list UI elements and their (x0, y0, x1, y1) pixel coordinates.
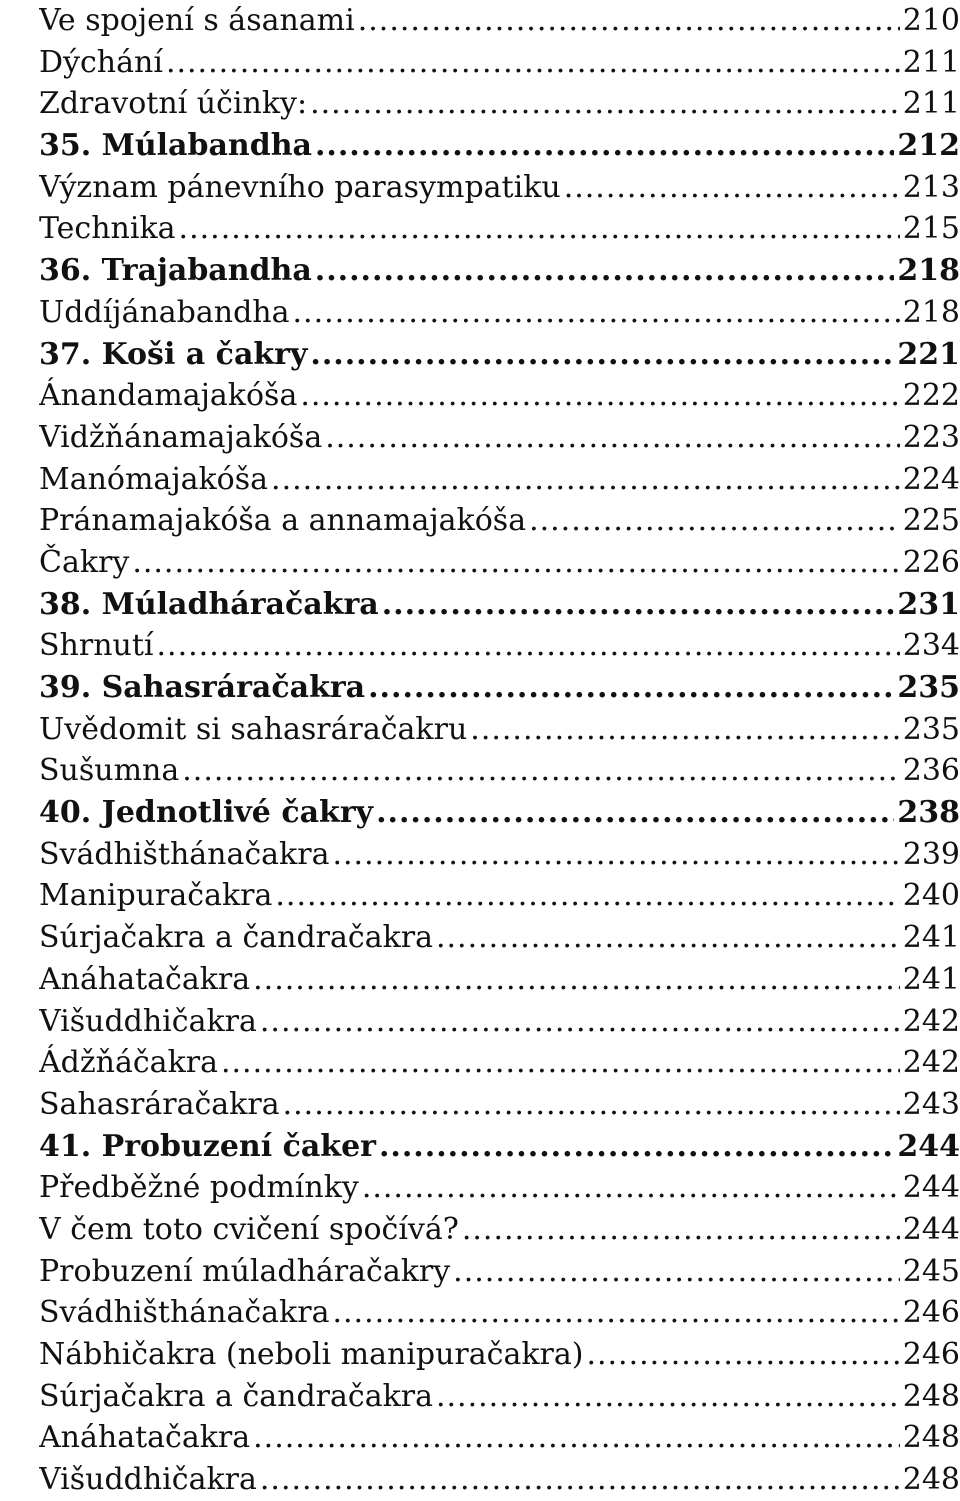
entry-title: Zdravotní účinky: (39, 86, 308, 122)
entry-title: Předběžné podmínky (39, 1170, 359, 1206)
entry-page-number: 223 (902, 419, 960, 455)
entry-title: Manómajakóša (39, 461, 269, 497)
entry-title: Višuddhičakra (39, 1003, 257, 1039)
toc-section-entry[interactable] (39, 1334, 960, 1376)
toc-section-entry[interactable] (39, 1042, 960, 1084)
toc-section-entry[interactable] (39, 959, 960, 1001)
entry-page-number: 218 (897, 253, 960, 289)
entry-page-number: 248 (902, 1420, 960, 1456)
dot-leader (166, 42, 900, 84)
dot-leader (362, 1167, 900, 1209)
toc-chapter-entry[interactable] (39, 667, 960, 709)
toc-section-entry[interactable] (39, 1167, 960, 1209)
toc-section-entry[interactable] (39, 167, 960, 209)
dot-leader (275, 875, 899, 917)
entry-title: Súrjačakra a čandračakra (39, 920, 433, 956)
entry-page-number: 211 (902, 44, 960, 80)
toc-chapter-entry[interactable] (39, 792, 960, 834)
entry-title: 35. Múlabandha (39, 128, 312, 164)
entry-title: Technika (39, 211, 176, 247)
toc-section-entry[interactable] (39, 750, 960, 792)
dot-leader (221, 1042, 900, 1084)
entry-title: 37. Koši a čakry (39, 336, 308, 372)
entry-page-number: 210 (902, 3, 960, 38)
toc-chapter-entry[interactable] (39, 584, 960, 626)
entry-page-number: 213 (902, 169, 960, 205)
toc-section-entry[interactable] (39, 417, 960, 459)
entry-title: Anáhatačakra (39, 1420, 251, 1456)
toc-section-entry[interactable] (39, 625, 960, 667)
entry-title: Sahasráračakra (39, 1086, 280, 1122)
entry-title: Uvědomit si sahasráračakru (39, 711, 468, 747)
toc-section-entry[interactable] (39, 42, 960, 84)
dot-leader (436, 917, 900, 959)
entry-title: Ádžňáčakra (39, 1045, 218, 1081)
toc-chapter-entry[interactable] (39, 250, 960, 292)
entry-page-number: 211 (902, 86, 960, 122)
entry-title: 38. Múladháračakra (39, 586, 379, 622)
dot-leader (310, 83, 900, 125)
entry-page-number: 239 (902, 836, 960, 872)
entry-page-number: 243 (902, 1086, 960, 1122)
toc-section-entry[interactable] (39, 709, 960, 751)
entry-title: Vidžňánamajakóša (39, 419, 323, 455)
toc-chapter-entry[interactable] (39, 334, 960, 376)
dot-leader (253, 959, 900, 1001)
entry-page-number: 215 (902, 211, 960, 247)
toc-section-entry[interactable] (39, 875, 960, 917)
entry-page-number: 241 (902, 961, 960, 997)
entry-page-number: 225 (902, 503, 960, 539)
entry-page-number: 248 (902, 1462, 960, 1498)
dot-leader (283, 1084, 900, 1126)
dot-leader (470, 709, 899, 751)
toc-section-entry[interactable] (39, 1417, 960, 1459)
entry-page-number: 234 (902, 628, 960, 664)
dot-leader (436, 1376, 900, 1418)
dot-leader (332, 834, 899, 876)
entry-title: Probuzení múladháračakry (39, 1253, 451, 1289)
entry-title: Uddíjánabandha (39, 294, 290, 330)
entry-title: Anáhatačakra (39, 961, 251, 997)
toc-section-entry[interactable] (39, 1292, 960, 1334)
dot-leader (462, 1209, 900, 1251)
entry-title: Manipuračakra (39, 878, 273, 914)
entry-title: Pránamajakóša a annamajakóša (39, 503, 527, 539)
dot-leader (368, 667, 894, 709)
dot-leader (332, 1292, 899, 1334)
entry-page-number: 224 (902, 461, 960, 497)
entry-title: Súrjačakra a čandračakra (39, 1378, 433, 1414)
dot-leader (376, 792, 894, 834)
toc-section-entry[interactable] (39, 83, 960, 125)
toc-section-entry[interactable] (39, 834, 960, 876)
toc-section-entry[interactable] (39, 459, 960, 501)
dot-leader (260, 1459, 900, 1501)
entry-title: Ve spojení s ásanami (39, 3, 355, 38)
entry-page-number: 244 (902, 1170, 960, 1206)
toc-section-entry[interactable] (39, 1459, 960, 1501)
dot-leader (586, 1334, 899, 1376)
toc-chapter-entry[interactable] (39, 1126, 960, 1168)
entry-page-number: 244 (897, 1128, 960, 1164)
dot-leader (315, 250, 895, 292)
dot-leader (325, 417, 900, 459)
entry-title: Význam pánevního parasympatiku (39, 169, 561, 205)
entry-title: Čakry (39, 544, 130, 580)
dot-leader (310, 334, 894, 376)
dot-leader (132, 542, 899, 584)
entry-page-number: 222 (902, 378, 960, 414)
entry-page-number: 238 (897, 795, 960, 831)
entry-page-number: 242 (902, 1045, 960, 1081)
dot-leader (529, 500, 900, 542)
toc-section-entry[interactable] (39, 292, 960, 334)
entry-page-number: 246 (902, 1337, 960, 1372)
entry-title: 39. Sahasráračakra (39, 670, 366, 705)
entry-title: Shrnutí (39, 628, 154, 664)
entry-page-number: 242 (902, 1003, 960, 1039)
toc-section-entry[interactable] (39, 0, 960, 42)
dot-leader (564, 167, 900, 209)
dot-leader (358, 0, 900, 42)
dot-leader (315, 125, 894, 167)
dot-leader (453, 1251, 900, 1293)
entry-page-number: 236 (902, 753, 960, 789)
entry-page-number: 212 (897, 128, 960, 164)
toc-section-entry[interactable] (39, 1376, 960, 1418)
toc-section-entry[interactable] (39, 1251, 960, 1293)
entry-title: Sušumna (39, 753, 180, 789)
toc-section-entry[interactable] (39, 1209, 960, 1251)
entry-title: Svádhišthánačakra (39, 836, 330, 872)
entry-page-number: 240 (902, 878, 960, 914)
toc-section-entry[interactable] (39, 208, 960, 250)
entry-title: 40. Jednotlivé čakry (39, 795, 374, 831)
toc-section-entry[interactable] (39, 917, 960, 959)
dot-leader (293, 292, 900, 334)
dot-leader (300, 375, 899, 417)
entry-title: Ánandamajakóša (39, 378, 298, 414)
dot-leader (271, 459, 900, 501)
entry-page-number: 245 (902, 1253, 960, 1289)
entry-page-number: 241 (902, 920, 960, 956)
entry-page-number: 235 (897, 670, 960, 705)
dot-leader (382, 584, 895, 626)
entry-page-number: 221 (897, 336, 960, 372)
toc-section-entry[interactable] (39, 500, 960, 542)
toc-section-entry[interactable] (39, 542, 960, 584)
toc-section-entry[interactable] (39, 1001, 960, 1043)
dot-leader (260, 1001, 900, 1043)
entry-page-number: 246 (902, 1295, 960, 1331)
entry-page-number: 226 (902, 544, 960, 580)
entry-page-number: 231 (897, 586, 960, 622)
entry-title: 36. Trajabandha (39, 253, 312, 289)
toc-section-entry[interactable] (39, 375, 960, 417)
entry-title: V čem toto cvičení spočívá? (39, 1211, 459, 1247)
entry-page-number: 235 (902, 711, 960, 747)
entry-page-number: 248 (902, 1378, 960, 1414)
entry-title: Nábhičakra (neboli manipuračakra) (39, 1337, 584, 1372)
table-of-contents (39, 0, 960, 1501)
dot-leader (379, 1126, 894, 1168)
entry-title: Svádhišthánačakra (39, 1295, 330, 1331)
toc-chapter-entry[interactable] (39, 125, 960, 167)
toc-section-entry[interactable] (39, 1084, 960, 1126)
dot-leader (253, 1417, 900, 1459)
entry-title: Višuddhičakra (39, 1462, 257, 1498)
dot-leader (182, 750, 899, 792)
entry-page-number: 244 (902, 1211, 960, 1247)
entry-title: Dýchání (39, 44, 163, 80)
entry-title: 41. Probuzení čaker (39, 1128, 376, 1164)
dot-leader (157, 625, 900, 667)
dot-leader (179, 208, 900, 250)
entry-page-number: 218 (902, 294, 960, 330)
